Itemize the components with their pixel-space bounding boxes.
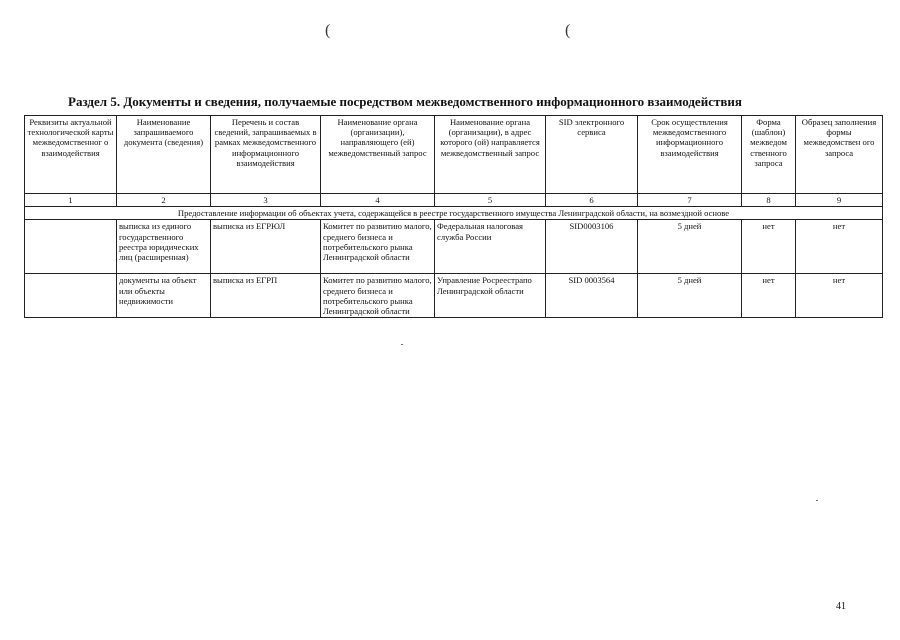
- column-number: 4: [321, 194, 435, 207]
- column-number: 3: [211, 194, 321, 207]
- table-cell: SID0003106: [546, 220, 638, 274]
- column-number: 1: [25, 194, 117, 207]
- table-cell: нет: [742, 220, 796, 274]
- table-cell: Комитет по развитию малого, среднего бизнеса и потребительского рынка Ленинградской области: [321, 274, 435, 318]
- header-cell: Наименование органа (организации), в адрес которого (ой) направляется межведомственный запрос: [435, 116, 546, 194]
- bracket-mark-right: (: [565, 22, 571, 39]
- table-cell: нет: [796, 220, 883, 274]
- header-cell: Наименование запрашиваемого документа (сведения): [117, 116, 211, 194]
- table-cell: нет: [742, 274, 796, 318]
- table-cell: [25, 274, 117, 318]
- column-number: 2: [117, 194, 211, 207]
- table-cell: Комитет по развитию малого, среднего бизнеса и потребительского рынка Ленинградской области: [321, 220, 435, 274]
- section-heading: Предоставление информации об объектах учета, содержащейся в реестре государственного имущества Ленинградской области, на возмездной основе: [25, 207, 883, 220]
- column-number-row: [25, 194, 883, 207]
- column-number: 5: [435, 194, 546, 207]
- header-cell: SID электронного сервиса: [546, 116, 638, 194]
- page-number: 41: [836, 601, 846, 612]
- table-cell: выписка из ЕГРЮЛ: [211, 220, 321, 274]
- table-row: [25, 274, 883, 318]
- column-number: 6: [546, 194, 638, 207]
- header-cell: Реквизиты актуальной технологической карты межведомственног о взаимодействия: [25, 116, 117, 194]
- header-cell: Перечень и состав сведений, запрашиваемых в рамках межведомственного информационного взаимодействия: [211, 116, 321, 194]
- table-cell: документы на объект или объекты недвижимости: [117, 274, 211, 318]
- table-cell: выписка из ЕГРП: [211, 274, 321, 318]
- header-cell: Наименование органа (организации), направляющего (ей) межведомственный запрос: [321, 116, 435, 194]
- documents-table: [24, 115, 883, 318]
- column-number: 9: [796, 194, 883, 207]
- column-number: 7: [638, 194, 742, 207]
- header-cell: Форма (шаблон) межведом ственного запроса: [742, 116, 796, 194]
- table-cell: выписка из единого государственного реестра юридических лиц (расширенная): [117, 220, 211, 274]
- table-cell: SID 0003564: [546, 274, 638, 318]
- section-row: [25, 207, 883, 220]
- header-row: [25, 116, 883, 194]
- section-title: Раздел 5. Документы и сведения, получаемые посредством межведомственного информационного взаимодействия: [68, 94, 742, 109]
- table-cell: [25, 220, 117, 274]
- table-cell: Управление Росреестрапо Ленинградской области: [435, 274, 546, 318]
- bracket-mark-left: (: [325, 22, 331, 39]
- header-cell: Срок осуществления межведомственного информационного взаимодействия: [638, 116, 742, 194]
- table-cell: нет: [796, 274, 883, 318]
- table-row: [25, 220, 883, 274]
- table-cell: Федеральная налоговая служба России: [435, 220, 546, 274]
- scan-speck: [816, 500, 818, 501]
- scan-speck: [401, 344, 403, 345]
- table-cell: 5 дней: [638, 274, 742, 318]
- column-number: 8: [742, 194, 796, 207]
- table-cell: 5 дней: [638, 220, 742, 274]
- header-cell: Образец заполнения формы межведомствен ого запроса: [796, 116, 883, 194]
